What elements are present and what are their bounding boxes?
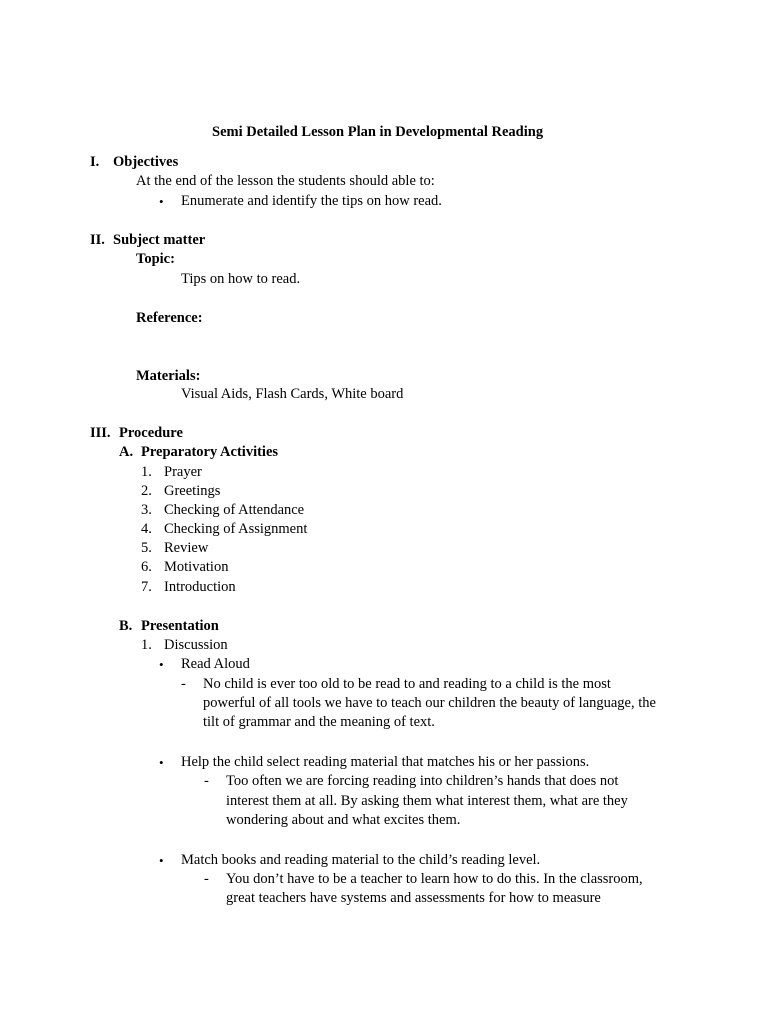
section-1-numeral: I. [90, 154, 100, 170]
paragraph-line: No child is ever too old to be read to and reading to a child is the most [203, 676, 611, 692]
discussion-bullet: • Match books and reading material to the child’s reading level. [181, 851, 540, 871]
section-2-numeral: II. [90, 232, 105, 248]
list-item: Discussion [164, 637, 228, 653]
dash-marker: - [204, 871, 209, 887]
paragraph-line: interest them at all. By asking them what interest them, what are they [226, 793, 628, 809]
list-item: Checking of Assignment [164, 521, 308, 537]
paragraph-line: tilt of grammar and the meaning of text. [203, 714, 435, 730]
paragraph-line: Too often we are forcing reading into children’s hands that does not [226, 773, 619, 789]
list-item-number: 6. [141, 559, 152, 575]
list-item-number: 3. [141, 502, 152, 518]
topic-value: Tips on how to read. [181, 271, 301, 287]
page-title: Semi Detailed Lesson Plan in Developmental Reading [212, 124, 544, 140]
subsection-a-heading: Preparatory Activities [141, 444, 279, 460]
subsection-a-letter: A. [119, 444, 134, 460]
objective-bullet: • Enumerate and identify the tips on how read. [181, 192, 442, 212]
list-item-number: 5. [141, 540, 152, 556]
discussion-bullet: • Read Aloud [181, 655, 250, 675]
list-item: Introduction [164, 579, 236, 595]
paragraph-line: great teachers have systems and assessments for how to measure [226, 890, 601, 906]
dash-marker: - [204, 773, 209, 789]
reference-label: Reference: [136, 310, 203, 326]
materials-value: Visual Aids, Flash Cards, White board [181, 386, 404, 402]
objectives-intro: At the end of the lesson the students should able to: [136, 173, 435, 189]
section-2-heading: Subject matter [113, 232, 206, 248]
discussion-bullet: • Help the child select reading material that matches his or her passions. [181, 753, 589, 773]
list-item: Motivation [164, 559, 229, 575]
list-item: Review [164, 540, 209, 556]
list-item-number: 1. [141, 464, 152, 480]
list-item: Checking of Attendance [164, 502, 305, 518]
dash-marker: - [181, 676, 186, 692]
section-1-heading: Objectives [113, 154, 179, 170]
materials-label: Materials: [136, 368, 201, 384]
section-3-numeral: III. [90, 425, 111, 441]
list-item: Greetings [164, 483, 221, 499]
list-item-number: 1. [141, 637, 152, 653]
section-3-heading: Procedure [119, 425, 183, 441]
paragraph-line: wondering about and what excites them. [226, 812, 461, 828]
paragraph-line: powerful of all tools we have to teach our children the beauty of language, the [203, 695, 656, 711]
list-item: Prayer [164, 464, 202, 480]
paragraph-line: You don’t have to be a teacher to learn how to do this. In the classroom, [226, 871, 643, 887]
list-item-number: 7. [141, 579, 152, 595]
list-item-number: 4. [141, 521, 152, 537]
subsection-b-letter: B. [119, 618, 133, 634]
list-item-number: 2. [141, 483, 152, 499]
topic-label: Topic: [136, 251, 175, 267]
subsection-b-heading: Presentation [141, 618, 219, 634]
